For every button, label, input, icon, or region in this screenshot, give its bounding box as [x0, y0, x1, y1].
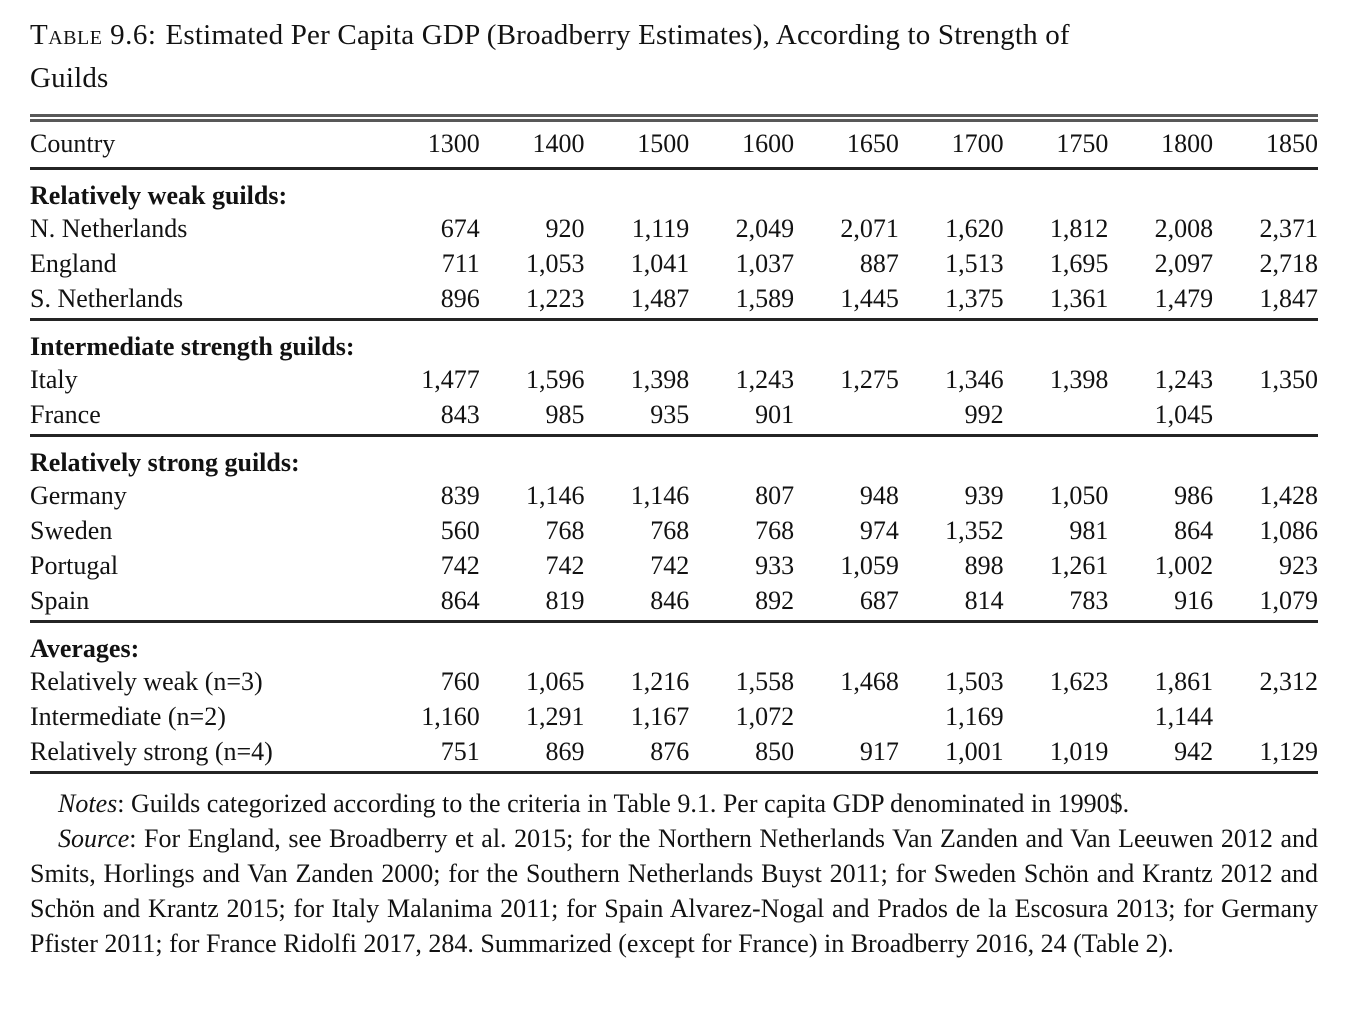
cell-value: 1,623: [1049, 667, 1109, 696]
cell-value: 751: [440, 737, 480, 766]
section-row: [30, 436, 1318, 481]
cell-value: [1213, 399, 1318, 436]
row-label: Germany: [30, 481, 127, 510]
column-header-year: 1400: [480, 118, 585, 169]
cell-value: 1,596: [526, 365, 585, 394]
cell-value: 2,371: [1259, 214, 1318, 243]
cell-value: 935: [650, 400, 690, 429]
cell-value: 2,049: [735, 214, 795, 243]
cell-value: 1,361: [1049, 284, 1109, 313]
cell-value: 1,398: [1049, 365, 1109, 394]
cell-value: 876: [650, 737, 690, 766]
table-row: [30, 666, 1318, 701]
cell-value: 1,146: [526, 481, 585, 510]
cell-value: 687: [859, 586, 899, 615]
cell-value: 1,167: [630, 702, 690, 731]
cell-value: 869: [545, 737, 585, 766]
table-body: [30, 169, 1318, 773]
cell-value: 1,620: [945, 214, 1004, 243]
cell-value: 942: [1174, 737, 1214, 766]
cell-value: 1,041: [630, 249, 690, 278]
cell-value: 768: [650, 516, 690, 545]
cell-value: 1,079: [1259, 586, 1318, 615]
cell-value: 1,216: [630, 667, 690, 696]
table-row: [30, 550, 1318, 585]
table-title-text: Estimated Per Capita GDP (Broadberry Estimates), According to Strength of Guilds: [30, 19, 1070, 94]
column-header-year: 1300: [375, 118, 480, 169]
cell-value: 742: [650, 551, 690, 580]
cell-value: 674: [440, 214, 480, 243]
cell-value: 1,398: [630, 365, 690, 394]
table-row: [30, 515, 1318, 550]
cell-value: 1,513: [945, 249, 1004, 278]
cell-value: [1004, 399, 1109, 436]
cell-value: 2,008: [1154, 214, 1214, 243]
cell-value: 1,072: [735, 702, 795, 731]
cell-value: 1,477: [421, 365, 480, 394]
notes-text: : Guilds categorized according to the criteria in Table 9.1. Per capita GDP denominated in 1990$.: [117, 789, 1130, 818]
section-row: [30, 169, 1318, 214]
column-header-year: 1750: [1004, 118, 1109, 169]
cell-value: 1,445: [840, 284, 899, 313]
row-label: Relatively strong (n=4): [30, 737, 273, 766]
section-row: [30, 622, 1318, 667]
row-label: Relatively weak (n=3): [30, 667, 263, 696]
cell-value: 1,695: [1049, 249, 1109, 278]
cell-value: 768: [545, 516, 585, 545]
cell-value: 1,847: [1259, 284, 1318, 313]
cell-value: 1,160: [421, 702, 480, 731]
cell-value: 1,275: [840, 365, 899, 394]
cell-value: 760: [440, 667, 480, 696]
table-row: [30, 585, 1318, 622]
cell-value: 892: [755, 586, 795, 615]
cell-value: 917: [859, 737, 899, 766]
row-label: S. Netherlands: [30, 284, 184, 313]
cell-value: 1,223: [526, 284, 585, 313]
cell-value: 1,065: [526, 667, 585, 696]
column-header-year: 1650: [794, 118, 899, 169]
cell-value: 901: [755, 400, 795, 429]
cell-value: 1,350: [1259, 365, 1318, 394]
cell-value: 1,487: [630, 284, 690, 313]
cell-value: 1,243: [735, 365, 795, 394]
cell-value: 560: [440, 516, 480, 545]
cell-value: 2,718: [1259, 249, 1318, 278]
table-row: [30, 213, 1318, 248]
cell-value: 981: [1069, 516, 1109, 545]
cell-value: 939: [964, 481, 1004, 510]
source-paragraph: [30, 821, 1318, 961]
cell-value: 742: [545, 551, 585, 580]
cell-value: 1,146: [630, 481, 690, 510]
column-header-year: 1600: [689, 118, 794, 169]
cell-value: 2,071: [840, 214, 899, 243]
cell-value: 1,346: [945, 365, 1004, 394]
cell-value: 920: [545, 214, 585, 243]
column-header-year: 1800: [1108, 118, 1213, 169]
cell-value: 1,059: [840, 551, 899, 580]
cell-value: 896: [440, 284, 480, 313]
section-header: Averages:: [30, 622, 1318, 667]
cell-value: [794, 399, 899, 436]
cell-value: 1,479: [1154, 284, 1214, 313]
cell-value: 1,352: [945, 516, 1004, 545]
column-header-country: Country: [30, 118, 375, 169]
source-text: : For England, see Broadberry et al. 2015; for the Northern Netherlands Van Zanden and Van Leeuwen 2012 and Smits, Horlings and Van Zanden 2000; for the Southern Netherlands Buyst 2011; for Sweden Schön and Krantz 2012 and Schön and Krantz 2015; for Italy Malanima 2011; for Spain Alvarez-Nogal and Prados de la Escosura 2013; for Germany Pfister 2011; for France Ridolfi 2017, 284. Summarized (except for France) in Broadberry 2016, 24 (Table 2).: [30, 824, 1318, 958]
cell-value: 1,468: [840, 667, 899, 696]
section-row: [30, 320, 1318, 365]
table-row: [30, 283, 1318, 320]
cell-value: 843: [440, 400, 480, 429]
cell-value: 1,001: [945, 737, 1004, 766]
cell-value: 898: [964, 551, 1004, 580]
table-number-label: Table 9.6:: [30, 19, 157, 51]
cell-value: [794, 701, 899, 736]
cell-value: 2,312: [1259, 667, 1318, 696]
table-row: [30, 480, 1318, 515]
section-header: Intermediate strength guilds:: [30, 320, 1318, 365]
table-row: [30, 701, 1318, 736]
row-label: France: [30, 400, 101, 429]
cell-value: 974: [859, 516, 899, 545]
cell-value: 985: [545, 400, 585, 429]
cell-value: 1,019: [1049, 737, 1109, 766]
row-label: Sweden: [30, 516, 113, 545]
notes-paragraph: [30, 786, 1318, 821]
section-header: Relatively strong guilds:: [30, 436, 1318, 481]
cell-value: 1,243: [1154, 365, 1214, 394]
table-head: [30, 118, 1318, 169]
cell-value: [1213, 701, 1318, 736]
cell-value: 839: [440, 481, 480, 510]
column-header-year: 1700: [899, 118, 1004, 169]
row-label: England: [30, 249, 117, 278]
source-label: Source: [58, 824, 130, 853]
row-label: Portugal: [30, 551, 119, 580]
cell-value: 1,053: [526, 249, 585, 278]
cell-value: 948: [859, 481, 899, 510]
cell-value: 1,812: [1049, 214, 1109, 243]
cell-value: 986: [1174, 481, 1214, 510]
cell-value: 742: [440, 551, 480, 580]
cell-value: 1,002: [1154, 551, 1214, 580]
table-row: [30, 364, 1318, 399]
cell-value: 1,428: [1259, 481, 1318, 510]
cell-value: 1,375: [945, 284, 1004, 313]
page-title: [30, 14, 1130, 100]
cell-value: [1004, 701, 1109, 736]
cell-value: 933: [755, 551, 795, 580]
cell-value: 1,144: [1154, 702, 1214, 731]
column-header-year: 1850: [1213, 118, 1318, 169]
gdp-table: [30, 114, 1318, 774]
cell-value: 1,045: [1154, 400, 1214, 429]
table-row: [30, 248, 1318, 283]
table-row: [30, 399, 1318, 436]
footnotes: [30, 786, 1318, 961]
cell-value: 1,589: [735, 284, 795, 313]
table-header-row: [30, 118, 1318, 169]
notes-label: Notes: [58, 789, 118, 818]
cell-value: 850: [755, 737, 795, 766]
cell-value: 814: [964, 586, 1004, 615]
cell-value: 1,503: [945, 667, 1004, 696]
cell-value: 887: [859, 249, 899, 278]
cell-value: 1,086: [1259, 516, 1318, 545]
cell-value: 1,050: [1049, 481, 1109, 510]
cell-value: 1,861: [1154, 667, 1214, 696]
cell-value: 1,037: [735, 249, 795, 278]
cell-value: 1,558: [735, 667, 795, 696]
cell-value: 864: [440, 586, 480, 615]
cell-value: 1,129: [1259, 737, 1318, 766]
cell-value: 783: [1069, 586, 1109, 615]
row-label: Spain: [30, 586, 90, 615]
row-label: N. Netherlands: [30, 214, 188, 243]
section-header: Relatively weak guilds:: [30, 181, 288, 210]
cell-value: 711: [441, 249, 480, 278]
cell-value: 1,169: [945, 702, 1004, 731]
cell-value: 864: [1174, 516, 1214, 545]
cell-value: 1,261: [1049, 551, 1109, 580]
table-row: [30, 736, 1318, 773]
cell-value: 768: [755, 516, 795, 545]
cell-value: 1,291: [526, 702, 585, 731]
cell-value: 807: [755, 481, 795, 510]
row-label: Italy: [30, 365, 78, 394]
cell-value: 846: [650, 586, 690, 615]
cell-value: 916: [1174, 586, 1214, 615]
cell-value: 923: [1279, 551, 1318, 580]
cell-value: 819: [545, 586, 585, 615]
cell-value: 1,119: [631, 214, 690, 243]
cell-value: 992: [964, 400, 1004, 429]
row-label: Intermediate (n=2): [30, 702, 226, 731]
column-header-year: 1500: [585, 118, 690, 169]
cell-value: 2,097: [1154, 249, 1214, 278]
